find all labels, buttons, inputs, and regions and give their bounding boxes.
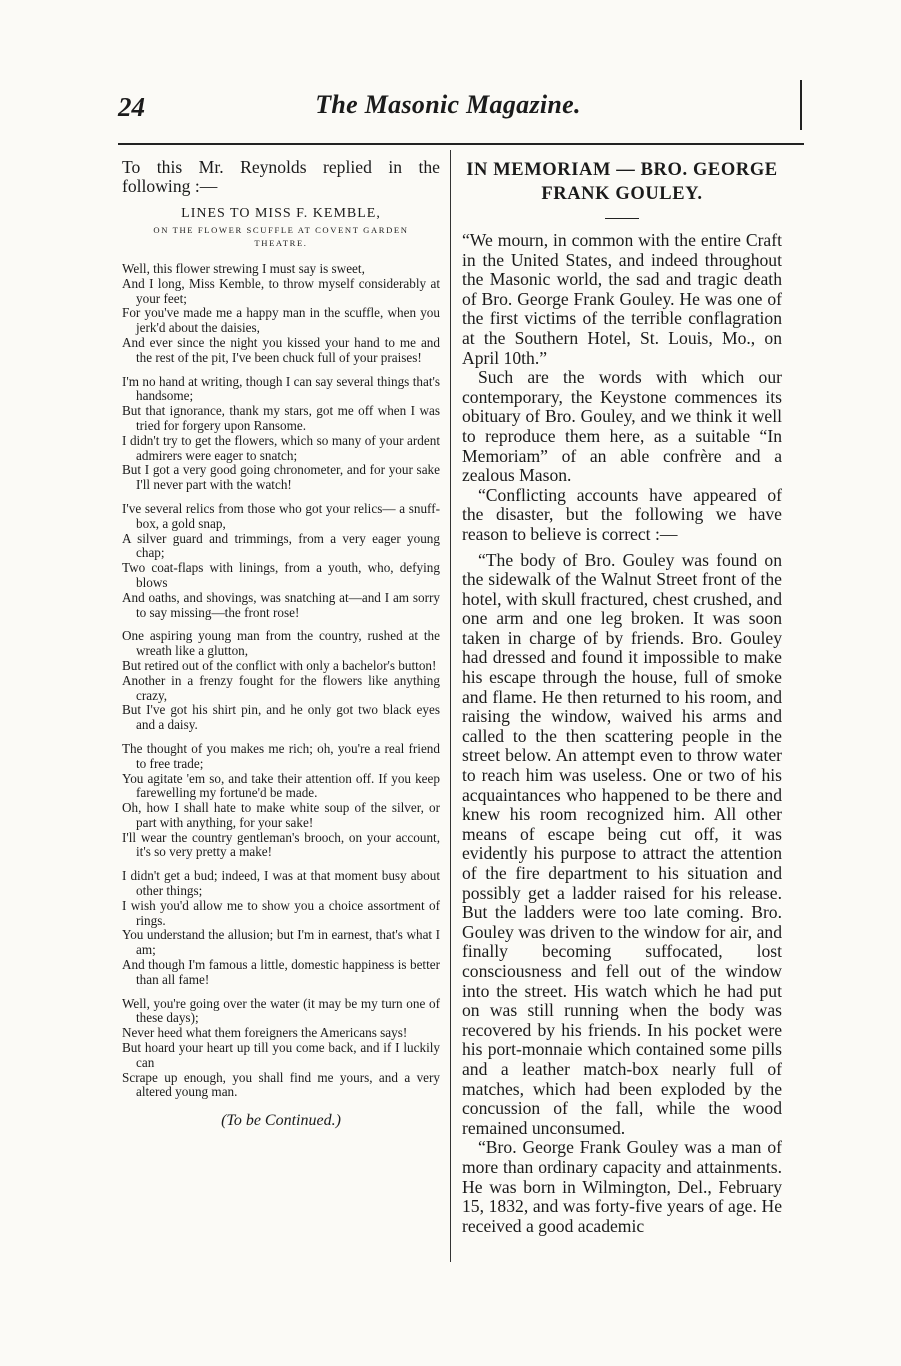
poem-line: One aspiring young man from the country, rushed at the wreath like a glutton, [122, 628, 440, 659]
continued-note: (To be Continued.) [221, 1112, 341, 1130]
poem-line: And oaths, and shovings, was snatching at—and I am sorry to say missing—the front rose! [122, 589, 440, 620]
intro-text: To this Mr. Reynolds replied in the following :— [122, 157, 440, 196]
poem-line: I'll wear the country gentleman's brooch, on your account, it's so very pretty a make! [122, 829, 440, 860]
page-header [118, 88, 778, 128]
poem-line: The thought of you makes me rich; oh, you're a real friend to free trade; [122, 740, 440, 771]
poem-stanza [122, 869, 440, 987]
poem-stanza [122, 375, 440, 493]
left-column [122, 158, 440, 1130]
poem-line: For you've made me a happy man in the scuffle, when you jerk'd about the daisies, [122, 305, 440, 336]
poem-line: You understand the allusion; but I'm in earnest, that's what I am; [122, 927, 440, 958]
poem-line: Another in a frenzy fought for the flowers like anything crazy, [122, 672, 440, 703]
poem-stanza [122, 629, 440, 733]
poem-line: But I've got his shirt pin, and he only got two black eyes and a daisy. [122, 702, 440, 733]
poem-line: But hoard your heart up till you come back, and if I luckily can [122, 1040, 440, 1070]
poem-line: I didn't try to get the flowers, which so many of your ardent admirers were eager to snatch; [122, 432, 440, 463]
title-rule [605, 218, 639, 219]
poem-stanza [122, 262, 440, 366]
article-paragraph: “Conflicting accounts have appeared of the disaster, but the following we have reason to believe is correct :— [462, 484, 782, 544]
poem-stanza [122, 742, 440, 860]
page-edge-mark [800, 80, 802, 130]
right-column [462, 158, 782, 1236]
poem-line: A silver guard and trimmings, from a very eager young chap; [122, 530, 440, 561]
article-paragraph: Such are the words with which our contemporary, the Keystone commences its obituary of Bro. Gouley, and we think it well to reproduce them here, as a suitable “In Memoriam” of an able confrère and a zealous Mason. [462, 367, 782, 486]
poem-subtitle: ON THE FLOWER SCUFFLE AT COVENT GARDEN THEATRE. [153, 225, 409, 248]
article-paragraph: “The body of Bro. Gouley was found on the sidewalk of the Walnut Street front of the hotel, with skull fractured, chest crushed, and one arm and one leg broken. It was soon taken in charge of by friends. Bro. Gouley had dressed and found it impossible to make his escape through the house, full of smoke and flame. He then returned to his room, and raising the window, waived his arms and called to the then scattering people in the street below. An attempt even to throw water to reach him was useless. One or two of his acquaintances who happened to be there and knew his room recognized him. All other means of escape being cut off, it was evidently his purpose to attract the attention of the fire department to his situation and possibly get a ladder raised for his release. But the ladders were too late coming. Bro. Gouley was driven to the window for air, and finally becoming suffocated, lost consciousness and fell out of the window into the street. His watch which he had put on was still running when the body was recovered by his friends. In his pocket were his port-monnaie which contained some pills and a leather match-box nearly full of matches, which had been exploded by the concussion of the fall, while the wood remained unconsumed. [462, 549, 783, 1138]
page-number: 24 [118, 92, 145, 122]
article-title: IN MEMORIAM — BRO. GEORGE FRANK GOULEY. [466, 160, 778, 204]
article-body [462, 231, 782, 1236]
poem-line: Scrape up enough, you shall find me yours, and a very altered young man. [122, 1069, 440, 1100]
poem-line: But retired out of the conflict with only a bachelor's button! [122, 657, 437, 673]
poem-line: Never heed what them foreigners the Americans says! [122, 1025, 408, 1041]
poem-stanza [122, 997, 440, 1101]
poem-line: And ever since the night you kissed your hand to me and the rest of the pit, I've been chuck full of your praises! [122, 334, 440, 365]
poem-line: But I got a very good going chronometer, and for your sake I'll never part with the watch! [122, 462, 440, 493]
article-paragraph: “We mourn, in common with the entire Craft in the United States, and indeed throughout the Masonic world, the sad and tragic death of Bro. George Frank Gouley. He was one of the first victims of the terrible conflagration at the Southern Hotel, St. Louis, Mo., on April 10th.” [462, 230, 782, 368]
column-divider [450, 150, 451, 1262]
poem-line: And I long, Miss Kemble, to throw myself considerably at your feet; [122, 275, 440, 306]
poem-stanza [122, 502, 440, 620]
poem-body [122, 262, 440, 1100]
header-rule [118, 143, 804, 145]
poem-line: And though I'm famous a little, domestic happiness is better than all fame! [122, 957, 440, 987]
poem-line: Well, this flower strewing I must say is sweet, [122, 261, 365, 276]
poem-line: I'm no hand at writing, though I can say several things that's handsome; [122, 373, 440, 404]
poem-line: I didn't get a bud; indeed, I was at that moment busy about other things; [122, 868, 440, 899]
poem-title: LINES TO MISS F. KEMBLE, [181, 206, 381, 221]
poem-line: Well, you're going over the water (it may be my turn one of these days); [122, 995, 440, 1026]
poem-line: I wish you'd allow me to show you a choice assortment of rings. [122, 897, 440, 928]
poem-line: I've several relics from those who got your relics— a snuff-box, a gold snap, [122, 500, 440, 531]
poem-line: But that ignorance, thank my stars, got me off when I was tried for forgery upon Ransome. [122, 403, 440, 433]
poem-line: You agitate 'em so, and take their attention off. If you keep farewelling my fortune'd be made. [122, 770, 440, 801]
article-paragraph: “Bro. George Frank Gouley was a man of more than ordinary capacity and attainments. He was born in Wilmington, Del., February 15, 1832, and was forty-five years of age. He received a good academic [462, 1137, 782, 1236]
running-title: The Masonic Magazine. [315, 90, 581, 119]
poem-line: Two coat-flaps with linings, from a youth, who, defying blows [122, 560, 440, 590]
poem-line: Oh, how I shall hate to make white soup of the silver, or part with anything, for your sake! [122, 800, 440, 830]
